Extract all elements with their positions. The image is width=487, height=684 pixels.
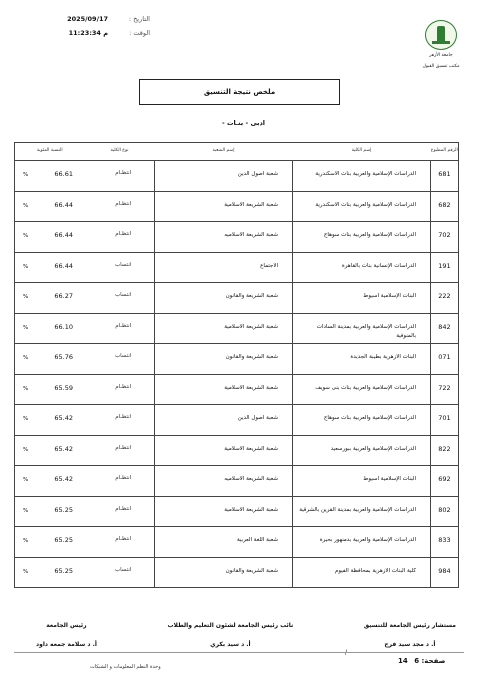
cell-type: انتساب [85,252,155,283]
percent-sign: % [23,172,29,178]
cell-college: الدراسات الإسلامية والعربية بنات سوهاج [293,405,431,436]
percent-value: 65.42 [54,414,73,422]
page-total: 14 [398,657,408,665]
logo-caption-university: جامعة الأزهر [429,53,453,58]
footer-unit: وحدة النظم المعلومات و الشبكات [90,664,161,670]
cell-division: شعبة الشريعة الاسلامية [155,435,293,466]
percent-value: 65.42 [54,444,73,453]
results-table [14,142,459,588]
percent-sign: % [23,294,29,300]
cell-type: انتظـام [85,161,155,192]
cell-type: انتظـام [85,527,155,558]
page-indicator [398,657,445,665]
signature-name: أ. د سلامة جمعه داود [36,641,97,648]
cell-type: انتساب [85,283,155,314]
percent-sign: % [23,446,29,453]
signature-title: مستشار رئيس الجامعة للتنسيق [363,622,456,629]
percent-sign: % [23,538,29,544]
cell-division: شعبة الشريعة الاسلامية [155,191,293,222]
cell-college: الدراسات الإسلامية والعربية بمدينة القرين بالشرقية [293,496,431,527]
cell-seat: 071 [431,344,459,375]
signature-title: رئيس الجامعة [46,622,87,629]
cell-college: الدراسات الإسلامية والعربية ببورسعيد [293,435,431,466]
cell-division: شعبة الشريعة والقانون [155,283,293,314]
table-row [15,283,459,314]
percent-value: 65.25 [54,566,73,575]
percent-value: 66.61 [54,170,73,178]
cell-type: انتساب [115,566,132,573]
cell-seat: 701 [431,405,459,436]
cell-division: شعبة اصول الدين [155,405,293,436]
header-percent: النسبة المئوية [15,143,85,161]
signature-title: نائب رئيس الجامعة لشئون التعليم والطلاب [167,622,294,629]
table-row [15,344,459,375]
header-division: إسم الشعبة [155,143,293,161]
signature-name: أ. د سيد بكري [210,641,251,648]
signatures [36,622,456,648]
cell-seat: 802 [431,496,459,527]
percent-value: 65.25 [54,536,73,544]
cell-division: شعبة الشريعة الاسلامية [155,496,293,527]
table-row [15,496,459,527]
cell-seat: 822 [431,435,459,466]
header-type: نوع الكلية [85,143,155,161]
percent-sign: % [23,324,29,331]
time-label: الوقت : [129,29,150,37]
cell-division: الاجتماع [155,252,293,283]
signature-name: أ. د مجد سيد فرج [384,641,436,648]
table-row [15,313,459,344]
date-row [30,12,150,26]
percent-sign: % [23,416,29,422]
cell-college: البنات الازهرية بطيبة الجديدة [293,344,431,375]
cell-percent [15,344,85,375]
cell-seat: 984 [431,557,459,588]
cell-division: شعبة الشريعة والقانون [155,557,293,588]
table-header-row [15,143,459,161]
cell-percent [15,374,85,405]
cell-type: انتظـام [85,313,155,344]
time-row [30,26,150,40]
table-row [15,161,459,192]
percent-value: 66.44 [54,231,73,239]
cell-seat: 702 [431,222,459,253]
signature-coordination-advisor [364,622,456,648]
cell-college: الدراسات الإسلامية والعربية بنات الاسكندرية [293,161,431,192]
header-seat: الرقم المطبوع [431,143,459,161]
percent-value: 66.44 [54,261,73,270]
time-value: 11:23:34 م [68,29,108,37]
cell-college: الدراسات الإسلامية والعربية بدمنهور بحيرة [293,527,431,558]
percent-value: 66.10 [54,322,73,331]
percent-sign: % [23,263,29,270]
cell-college: البنات الإسلامية اسيوط [293,283,431,314]
cell-division: شعبة الشريعة الاسلاميه [155,466,293,497]
cell-percent [15,557,85,588]
table-row [15,435,459,466]
cell-percent [15,527,85,558]
cell-percent [15,222,85,253]
cell-type: انتظـام [85,405,155,436]
table-row [15,466,459,497]
print-metadata [30,12,150,40]
logo-caption-office: مكتب تنسيق القبول [422,64,460,69]
cell-seat: 722 [431,374,459,405]
cell-percent [15,405,85,436]
footer-divider [14,652,464,653]
cell-college: كلية البنات الازهرية بمحافظة الفيوم [293,557,431,588]
cell-type: انتظـام [85,374,155,405]
cell-seat: 682 [431,191,459,222]
percent-sign: % [23,355,29,361]
percent-sign: % [23,202,29,209]
percent-sign: % [23,568,29,575]
page-label: صفحة: [421,657,446,665]
cell-type: انتظـام [85,466,155,497]
cell-seat: 692 [431,466,459,497]
cell-type: انتظـام [85,222,155,253]
percent-value: 65.76 [54,353,73,361]
signature-vice-president [168,622,294,648]
percent-value: 66.44 [54,200,73,209]
table-row [15,222,459,253]
percent-value: 65.59 [54,383,73,392]
percent-value: 66.27 [54,292,73,300]
university-logo [425,20,457,50]
cell-college: البنات الإسلامية اسيوط [293,466,431,497]
table-row [15,557,459,588]
cell-college: الدراسات الإسلامية والعربية بنات سوهاج [293,222,431,253]
cell-division: شعبة اللغة العربية [155,527,293,558]
percent-value: 65.42 [54,475,73,483]
cell-college: الدراسات الإسلامية والعربية بنات الاسكندرية [293,191,431,222]
cell-type: انتظـام [85,191,155,222]
table-row [15,252,459,283]
cell-percent [15,466,85,497]
cell-percent [15,496,85,527]
page-number: 6 [414,657,420,665]
cell-percent [15,313,85,344]
cell-percent [15,191,85,222]
cell-seat: 681 [431,161,459,192]
table-row [15,405,459,436]
date-value: 2025/09/17 [67,15,108,23]
cell-college: الدراسات الإسلامية والعربية بنات بنى سويف [293,374,431,405]
cell-percent [15,161,85,192]
signature-president [36,622,97,648]
table-row [15,374,459,405]
cell-division: شعبة الشريعة والقانون [155,344,293,375]
percent-value: 65.25 [54,505,73,514]
cell-division: شعبة الشريعة الاسلامية [155,313,293,344]
percent-sign: % [23,507,29,514]
cell-division: شعبة اصول الدين [155,161,293,192]
percent-sign: % [23,233,29,239]
cell-type: انتساب [85,344,155,375]
cell-percent [15,435,85,466]
cell-percent [15,283,85,314]
table-row [15,191,459,222]
cell-seat: 842 [431,313,459,344]
percent-sign: % [23,477,29,483]
cell-type: انتظـام [85,496,155,527]
cell-college: الدراسات الإسلامية والعربية بمدينة السادات بالمنوفية [293,313,431,344]
cell-type: انتظـام [85,435,155,466]
cell-percent [15,252,85,283]
percent-sign: % [23,385,29,392]
table-row [15,527,459,558]
cell-seat: 222 [431,283,459,314]
report-title: ملخص نتيجة التنسيق [139,79,340,105]
cell-division: شعبة الشريعة الاسلاميه [155,222,293,253]
header-college: إسم الكلية [293,143,431,161]
date-label: التاريخ : [128,15,150,23]
signature-slash: / [345,649,348,656]
cell-division: شعبة الشريعة الاسلامية [155,374,293,405]
cell-seat: 833 [431,527,459,558]
cell-seat: 191 [431,252,459,283]
university-logo-block [409,8,473,70]
report-subtitle: - ادبى - بنـات [221,119,266,127]
cell-college: الدراسات الإنسانية بنات بالقاهرة [293,252,431,283]
